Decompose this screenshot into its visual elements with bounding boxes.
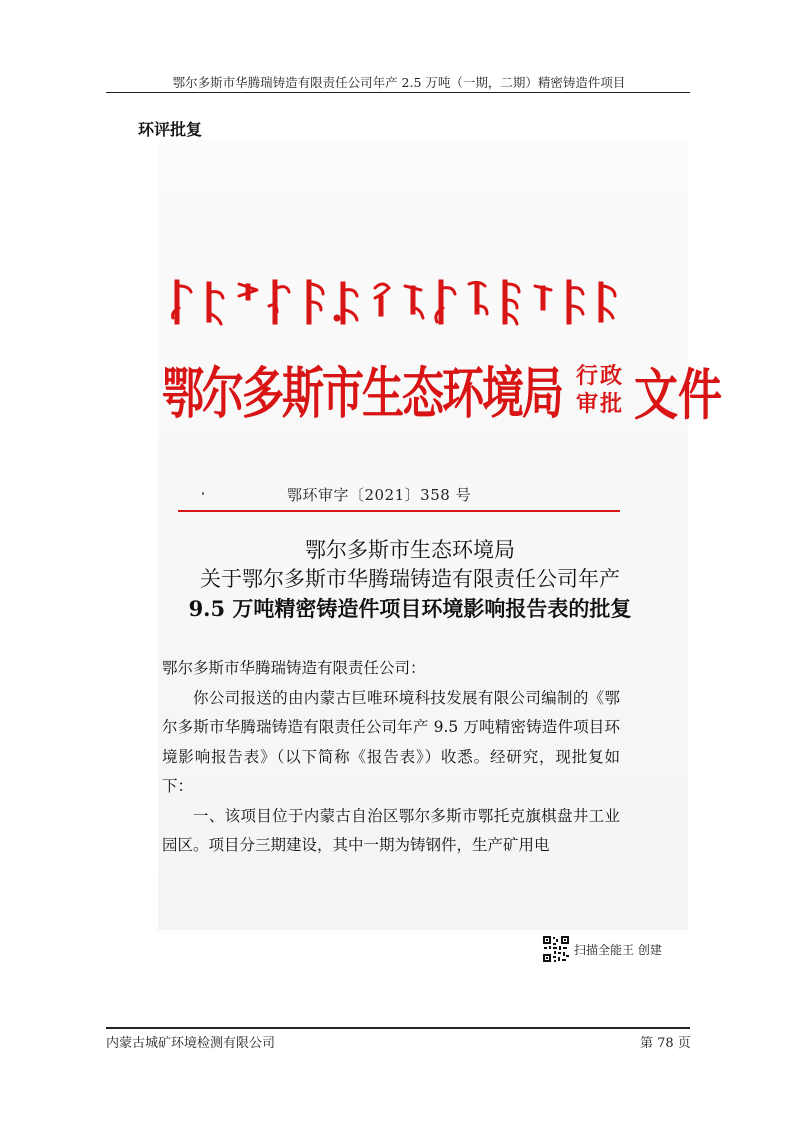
paragraph-intro: 你公司报送的由内蒙古巨唯环境科技发展有限公司编制的《鄂尔多斯市华腾瑞铸造有限责任公司年产 9.5 万吨精密铸造件项目环境影响报告表》（以下简称《报告表》）收悉。经研究，现批复如下：: [162, 688, 620, 795]
scanner-credit: 扫描全能王 创建: [574, 943, 662, 957]
mongolian-glyph: [307, 280, 323, 324]
agency-name: 鄂尔多斯市生态环境局: [162, 360, 563, 426]
document-type-stack: [576, 362, 624, 418]
red-divider: [178, 510, 620, 512]
mongolian-glyph: [535, 286, 551, 310]
document-title-line2: 关于鄂尔多斯市华腾瑞铸造有限责任公司年产: [200, 567, 620, 591]
mongolian-glyph: [405, 286, 423, 318]
mongolian-glyph: [375, 284, 389, 316]
section-title: 环评批复: [138, 120, 203, 139]
document-title: [160, 536, 660, 623]
scan-mark: [202, 492, 204, 495]
mongolian-glyph: [436, 280, 455, 324]
document-type-line1: 行政: [576, 363, 625, 389]
file-label: 文件: [634, 363, 723, 428]
paragraph-location: 一、该项目位于内蒙古自治区鄂尔多斯市鄂托克旗棋盘井工业园区。项目分三期建设，其中一期为铸钢件，生产矿用电: [162, 806, 620, 854]
header-rule: [106, 92, 690, 93]
footer-company: 内蒙古城矿环境检测有限公司: [106, 1036, 276, 1051]
mongolian-glyph: [599, 282, 615, 322]
mongolian-glyph: [469, 282, 487, 314]
document-type-line2: 审批: [576, 391, 625, 417]
page-number: 第 78 页: [640, 1036, 691, 1051]
mongolian-glyph: [173, 280, 191, 324]
mongolian-glyph: [567, 280, 583, 324]
mongolian-glyph: [503, 280, 519, 324]
letterhead-title: [162, 355, 723, 428]
mongolian-glyph: [207, 282, 223, 324]
mongolian-glyph: [239, 284, 257, 300]
document-body: [162, 654, 620, 861]
mongolian-glyph: [334, 282, 357, 324]
document-title-line1: 鄂尔多斯市生态环境局: [305, 538, 515, 562]
qr-code-icon: [542, 935, 570, 963]
document-title-line3: 9.5 万吨精密铸造件项目环境影响报告表的批复: [188, 596, 632, 621]
mongolian-glyph: [269, 280, 289, 324]
mongolian-script-heading: [165, 278, 625, 330]
recipient: 鄂尔多斯市华腾瑞铸造有限责任公司：: [162, 659, 426, 677]
document-number: 鄂环审字〔2021〕358 号: [287, 486, 472, 504]
footer-rule: [106, 1027, 690, 1029]
running-header: 鄂尔多斯市华腾瑞铸造有限责任公司年产 2.5 万吨（一期，二期）精密铸造件项目: [172, 75, 626, 90]
